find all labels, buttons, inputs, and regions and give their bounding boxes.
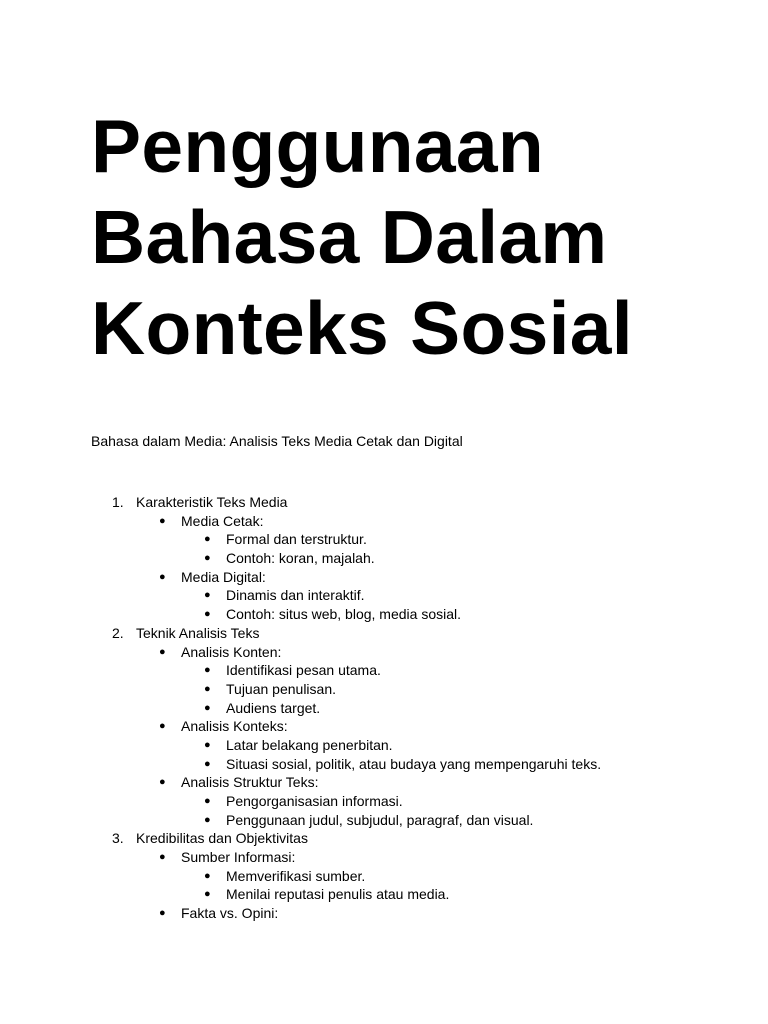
bullet-icon: ● [159, 907, 166, 920]
bullet-list-item [0, 773, 768, 792]
bullet-icon: ● [204, 682, 211, 695]
bullet-icon: ● [204, 738, 211, 751]
bullet-icon: ● [204, 869, 211, 882]
bullet-icon: ● [204, 888, 211, 901]
title-line-3: Konteks Sosial [91, 286, 633, 370]
bullet-icon: ● [159, 851, 166, 864]
nested-bullet-list-item [0, 549, 768, 568]
bullet-icon: ● [159, 645, 166, 658]
list-item-text: Formal dan terstruktur. [226, 531, 367, 548]
list-number: 1. [112, 494, 124, 510]
list-item-text: Audiens target. [226, 699, 321, 716]
title-line-2: Bahasa Dalam [91, 195, 608, 279]
bullet-icon: ● [204, 813, 211, 826]
bullet-list-item [0, 512, 768, 531]
list-item-text: Pengorganisasian informasi. [226, 793, 403, 809]
nested-bullet-list-item [0, 811, 768, 830]
bullet-list-item [0, 568, 768, 587]
bullet-icon: ● [204, 589, 211, 602]
bullet-icon: ● [204, 552, 211, 565]
numbered-list-item [0, 624, 768, 643]
list-item-text: Analisis Konteks: [181, 718, 288, 735]
page-title [91, 101, 633, 374]
list-item-text: Contoh: situs web, blog, media sosial. [226, 606, 462, 623]
list-item-text: Tujuan penulisan. [226, 680, 337, 697]
nested-bullet-list-item [0, 792, 768, 811]
list-item-text: Dinamis dan interaktif. [226, 587, 365, 604]
list-item-text: Situasi sosial, politik, atau budaya yang mempengaruhi teks. [226, 755, 602, 772]
numbered-list-item [0, 829, 768, 848]
section-subtitle: Bahasa dalam Media: Analisis Teks Media Cetak dan Digital [91, 433, 463, 449]
bullet-icon: ● [159, 720, 166, 733]
nested-bullet-list-item [0, 867, 768, 886]
list-item-text: Analisis Struktur Teks: [181, 774, 319, 791]
list-item-text: Identifikasi pesan utama. [226, 662, 381, 679]
numbered-list-item [0, 493, 768, 512]
bullet-icon: ● [204, 701, 211, 714]
list-item-text: Media Cetak: [181, 512, 264, 529]
list-number: 3. [112, 830, 124, 847]
nested-bullet-list-item [0, 885, 768, 904]
bullet-icon: ● [159, 570, 166, 583]
bullet-icon: ● [204, 608, 211, 621]
bullet-icon: ● [159, 514, 166, 527]
list-item-text: Memverifikasi sumber. [226, 867, 366, 884]
list-number: 2. [112, 624, 124, 641]
list-item-text: Karakteristik Teks Media [136, 494, 288, 510]
nested-bullet-list-item [0, 605, 768, 624]
list-item-text: Contoh: koran, majalah. [226, 550, 375, 567]
bullet-list-item [0, 848, 768, 867]
nested-bullet-list-item [0, 755, 768, 774]
bullet-icon: ● [204, 664, 211, 677]
outline-list [0, 493, 768, 923]
title-line-1: Penggunaan [91, 104, 545, 188]
nested-bullet-list-item [0, 586, 768, 605]
bullet-list-item [0, 643, 768, 662]
list-item-text: Menilai reputasi penulis atau media. [226, 886, 450, 903]
nested-bullet-list-item [0, 680, 768, 699]
list-item-text: Teknik Analisis Teks [136, 624, 260, 641]
bullet-icon: ● [159, 776, 166, 789]
bullet-icon: ● [204, 795, 211, 807]
list-item-text: Latar belakang penerbitan. [226, 736, 393, 753]
list-item-text: Penggunaan judul, subjudul, paragraf, dan visual. [226, 811, 534, 828]
bullet-icon: ● [204, 533, 211, 546]
bullet-list-item [0, 717, 768, 736]
bullet-icon: ● [204, 757, 211, 770]
nested-bullet-list-item [0, 661, 768, 680]
bullet-list-item [0, 904, 768, 923]
nested-bullet-list-item [0, 699, 768, 718]
nested-bullet-list-item [0, 530, 768, 549]
list-item-text: Fakta vs. Opini: [181, 905, 279, 922]
list-item-text: Analisis Konten: [181, 643, 282, 660]
list-item-text: Sumber Informasi: [181, 849, 296, 866]
list-item-text: Media Digital: [181, 568, 266, 585]
nested-bullet-list-item [0, 736, 768, 755]
list-item-text: Kredibilitas dan Objektivitas [136, 830, 308, 847]
